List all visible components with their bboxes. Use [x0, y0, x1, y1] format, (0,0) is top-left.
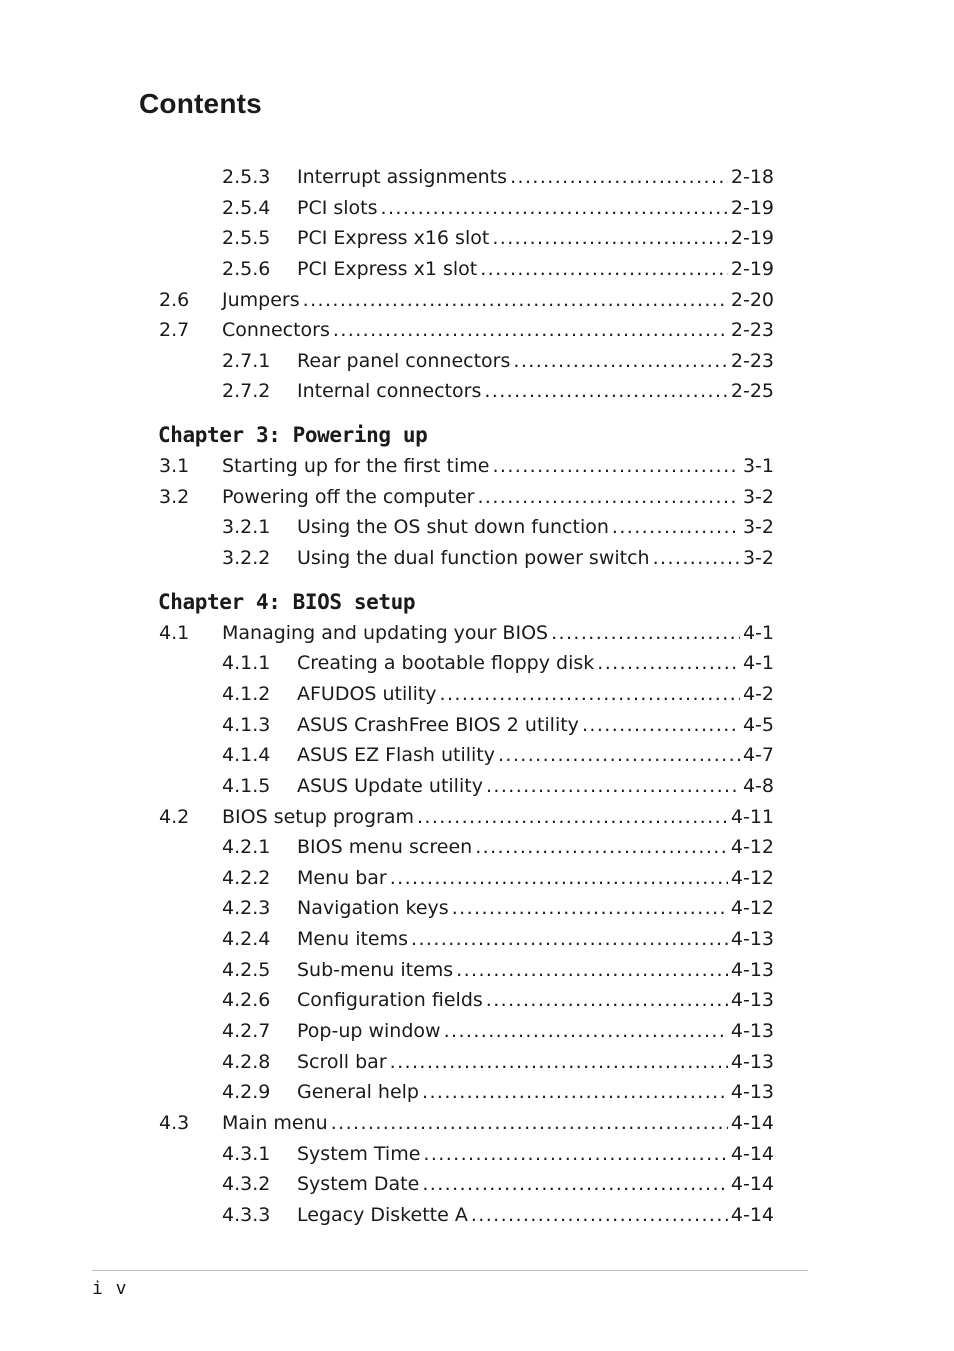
- toc-entry-page: 4-12: [730, 836, 774, 859]
- toc-entry-number: 4.2.1: [222, 836, 271, 859]
- toc-entry-number: 4.1.1: [222, 652, 271, 675]
- toc-entry-page: 4-11: [730, 805, 774, 828]
- toc-entry[interactable]: [0, 512, 954, 543]
- dot-leader: [417, 802, 728, 833]
- toc-entry-page: 2-19: [730, 257, 774, 280]
- toc-entry-title: Menu items: [297, 924, 411, 955]
- toc-entry-page: 4-13: [730, 1081, 774, 1104]
- toc-entry-title: BIOS menu screen: [297, 832, 475, 863]
- toc-entry-title: System Date: [297, 1169, 422, 1200]
- dot-leader: [486, 985, 728, 1016]
- toc-entry-page: 4-14: [730, 1173, 774, 1196]
- toc-entry-title: Powering off the computer: [222, 482, 477, 513]
- toc-entry-title: PCI Express x16 slot: [297, 223, 492, 254]
- toc-entry[interactable]: [0, 618, 954, 649]
- toc-entry-page: 4-1: [742, 652, 774, 675]
- toc-entry[interactable]: [0, 254, 954, 285]
- page-title: Contents: [139, 88, 262, 119]
- dot-leader: [423, 1139, 727, 1170]
- dot-leader: [612, 512, 740, 543]
- dot-leader: [422, 1169, 728, 1200]
- toc-entry-number: 4.1.5: [222, 774, 271, 797]
- toc-entry-title: BIOS setup program: [222, 802, 417, 833]
- toc-entry[interactable]: [0, 315, 954, 346]
- toc-entry-number: 4.3.2: [222, 1173, 271, 1196]
- toc-entry-number: 4.1.2: [222, 682, 271, 705]
- toc-entry-title: Using the dual function power switch: [297, 543, 653, 574]
- toc-entry-page: 3-2: [742, 547, 774, 570]
- toc-entry-page: 2-23: [730, 319, 774, 342]
- toc-entry[interactable]: [0, 771, 954, 802]
- toc-entry-page: 2-18: [730, 166, 774, 188]
- toc-entry-title: Menu bar: [297, 863, 390, 894]
- toc-entry-title: Interrupt assignments: [297, 162, 510, 193]
- dot-leader: [422, 1077, 728, 1108]
- toc-entry-page: 2-20: [730, 288, 774, 311]
- dot-leader: [597, 648, 740, 679]
- dot-leader: [440, 679, 740, 710]
- toc-entry-number: 3.2.2: [222, 547, 271, 570]
- toc-entry[interactable]: [0, 162, 954, 193]
- toc-entry[interactable]: [0, 193, 954, 224]
- toc-entry[interactable]: [0, 451, 954, 482]
- toc-entry-title: Sub-menu items: [297, 955, 456, 986]
- toc-entry-title: Internal connectors: [297, 376, 484, 407]
- dot-leader: [381, 193, 728, 224]
- dot-leader: [492, 451, 739, 482]
- toc-entry[interactable]: [0, 223, 954, 254]
- toc-entry[interactable]: [0, 648, 954, 679]
- toc-entry[interactable]: [0, 893, 954, 924]
- toc-entry-number: 4.2.5: [222, 958, 271, 981]
- toc-entry-number: 2.7: [159, 319, 190, 342]
- dot-leader: [498, 740, 740, 771]
- toc-entry-page: 4-2: [742, 682, 774, 705]
- toc-entry-page: 4-14: [730, 1142, 774, 1165]
- toc-entry-page: 3-1: [742, 455, 774, 478]
- toc-entry-title: PCI Express x1 slot: [297, 254, 480, 285]
- dot-leader: [331, 1108, 728, 1139]
- toc-entry-page: 4-13: [730, 928, 774, 951]
- toc-entry-number: 4.2.2: [222, 866, 271, 889]
- dot-leader: [456, 955, 728, 986]
- toc-entry-number: 2.5.4: [222, 196, 271, 219]
- chapter-heading: Chapter 4: BIOS setup: [158, 589, 416, 614]
- dot-leader: [582, 710, 740, 741]
- dot-leader: [484, 376, 728, 407]
- toc-entry[interactable]: [0, 543, 954, 574]
- dot-leader: [653, 543, 740, 574]
- toc-entry-number: 2.6: [159, 288, 190, 311]
- toc-entry-number: 4.2.7: [222, 1020, 271, 1043]
- toc-entry-title: Connectors: [222, 315, 333, 346]
- toc-entry-page: 2-19: [730, 196, 774, 219]
- toc-entry[interactable]: [0, 1169, 954, 1200]
- page-number: i v: [92, 1278, 128, 1299]
- toc-entry[interactable]: [0, 1108, 954, 1139]
- toc-entry[interactable]: [0, 832, 954, 863]
- toc-entry-number: 4.2.4: [222, 928, 271, 951]
- chapter-heading: Chapter 3: Powering up: [158, 423, 428, 448]
- toc-entry-page: 4-7: [742, 744, 774, 767]
- toc-entry-page: 4-13: [730, 1050, 774, 1073]
- toc-entry-number: 4.2.3: [222, 897, 271, 920]
- toc-entry-title: Rear panel connectors: [297, 346, 513, 377]
- toc-entry[interactable]: [0, 802, 954, 833]
- toc-entry-number: 2.7.1: [222, 349, 271, 372]
- toc-entry-page: 2-23: [730, 349, 774, 372]
- toc-entry[interactable]: [0, 376, 954, 407]
- toc-entry[interactable]: [0, 1139, 954, 1170]
- toc-entry-number: 4.2.6: [222, 989, 271, 1012]
- toc-entry-title: Legacy Diskette A: [297, 1200, 471, 1231]
- toc-entry-page: 4-14: [730, 1111, 774, 1134]
- toc-entry-title: AFUDOS utility: [297, 679, 440, 710]
- toc-entry-page: 4-1: [742, 621, 774, 644]
- toc-entry-title: General help: [297, 1077, 422, 1108]
- toc-entry[interactable]: [0, 482, 954, 513]
- toc-entry-title: ASUS EZ Flash utility: [297, 740, 498, 771]
- toc-entry-title: Configuration fields: [297, 985, 486, 1016]
- dot-leader: [492, 223, 728, 254]
- dot-leader: [444, 1016, 728, 1047]
- dot-leader: [486, 771, 740, 802]
- toc-entry-title: Pop-up window: [297, 1016, 444, 1047]
- dot-leader: [513, 346, 728, 377]
- toc-entry-number: 4.3.3: [222, 1203, 271, 1226]
- toc-entry[interactable]: [0, 955, 954, 986]
- dot-leader: [480, 254, 728, 285]
- toc-entry[interactable]: [0, 710, 954, 741]
- toc-entry-title: Starting up for the first time: [222, 451, 492, 482]
- toc-entry-number: 4.2: [159, 805, 190, 828]
- toc-entry-page: 3-2: [742, 485, 774, 508]
- footer-divider: [92, 1270, 808, 1271]
- toc-entry-number: 3.1: [159, 455, 190, 478]
- toc-entry-title: Jumpers: [222, 285, 303, 316]
- toc-entry-number: 4.1.4: [222, 744, 271, 767]
- toc-entry-page: 2-25: [730, 380, 774, 403]
- dot-leader: [333, 315, 728, 346]
- dot-leader: [510, 162, 728, 193]
- dot-leader: [411, 924, 728, 955]
- toc-entry-number: 2.7.2: [222, 380, 271, 403]
- toc-entry-page: 4-12: [730, 897, 774, 920]
- toc-entry-number: 2.5.6: [222, 257, 271, 280]
- toc-entry-page: 4-13: [730, 989, 774, 1012]
- toc-entry-title: PCI slots: [297, 193, 381, 224]
- toc-entry-page: 4-8: [742, 774, 774, 797]
- toc-entry-title: System Time: [297, 1139, 423, 1170]
- toc-entry[interactable]: [0, 985, 954, 1016]
- toc-entry-title: Main menu: [222, 1108, 331, 1139]
- dot-leader: [475, 832, 728, 863]
- toc-entry[interactable]: [0, 285, 954, 316]
- dot-leader: [551, 618, 740, 649]
- toc-entry-number: 3.2: [159, 485, 190, 508]
- toc-entry-title: Using the OS shut down function: [297, 512, 612, 543]
- toc-entry[interactable]: [0, 346, 954, 377]
- toc-entry-page: 4-5: [742, 713, 774, 736]
- toc-entry-title: Navigation keys: [297, 893, 452, 924]
- toc-entry-page: 4-12: [730, 866, 774, 889]
- dot-leader: [471, 1200, 728, 1231]
- table-of-contents: [0, 162, 954, 1231]
- dot-leader: [477, 482, 739, 513]
- toc-entry[interactable]: [0, 1016, 954, 1047]
- toc-entry[interactable]: [0, 740, 954, 771]
- toc-entry-title: Scroll bar: [297, 1047, 390, 1078]
- toc-entry-number: 4.1.3: [222, 713, 271, 736]
- dot-leader: [303, 285, 728, 316]
- toc-entry-number: 4.3.1: [222, 1142, 271, 1165]
- toc-entry[interactable]: [0, 679, 954, 710]
- toc-entry[interactable]: [0, 1200, 954, 1231]
- toc-entry-number: 2.5.5: [222, 227, 271, 250]
- toc-entry-number: 2.5.3: [222, 166, 271, 188]
- toc-entry-title: ASUS CrashFree BIOS 2 utility: [297, 710, 582, 741]
- toc-entry-title: ASUS Update utility: [297, 771, 486, 802]
- toc-entry[interactable]: [0, 924, 954, 955]
- toc-entry-number: 4.2.8: [222, 1050, 271, 1073]
- dot-leader: [452, 893, 728, 924]
- toc-entry-title: Creating a bootable floppy disk: [297, 648, 597, 679]
- toc-entry[interactable]: [0, 1077, 954, 1108]
- toc-entry-number: 4.2.9: [222, 1081, 271, 1104]
- toc-entry-page: 4-14: [730, 1203, 774, 1226]
- dot-leader: [390, 1047, 728, 1078]
- toc-entry-number: 3.2.1: [222, 516, 271, 539]
- toc-entry-page: 2-19: [730, 227, 774, 250]
- toc-entry[interactable]: [0, 863, 954, 894]
- toc-entry-number: 4.3: [159, 1111, 190, 1134]
- toc-entry-page: 3-2: [742, 516, 774, 539]
- toc-entry-title: Managing and updating your BIOS: [222, 618, 551, 649]
- toc-entry-page: 4-13: [730, 958, 774, 981]
- toc-entry[interactable]: [0, 1047, 954, 1078]
- toc-entry-page: 4-13: [730, 1020, 774, 1043]
- toc-entry-number: 4.1: [159, 621, 190, 644]
- dot-leader: [390, 863, 728, 894]
